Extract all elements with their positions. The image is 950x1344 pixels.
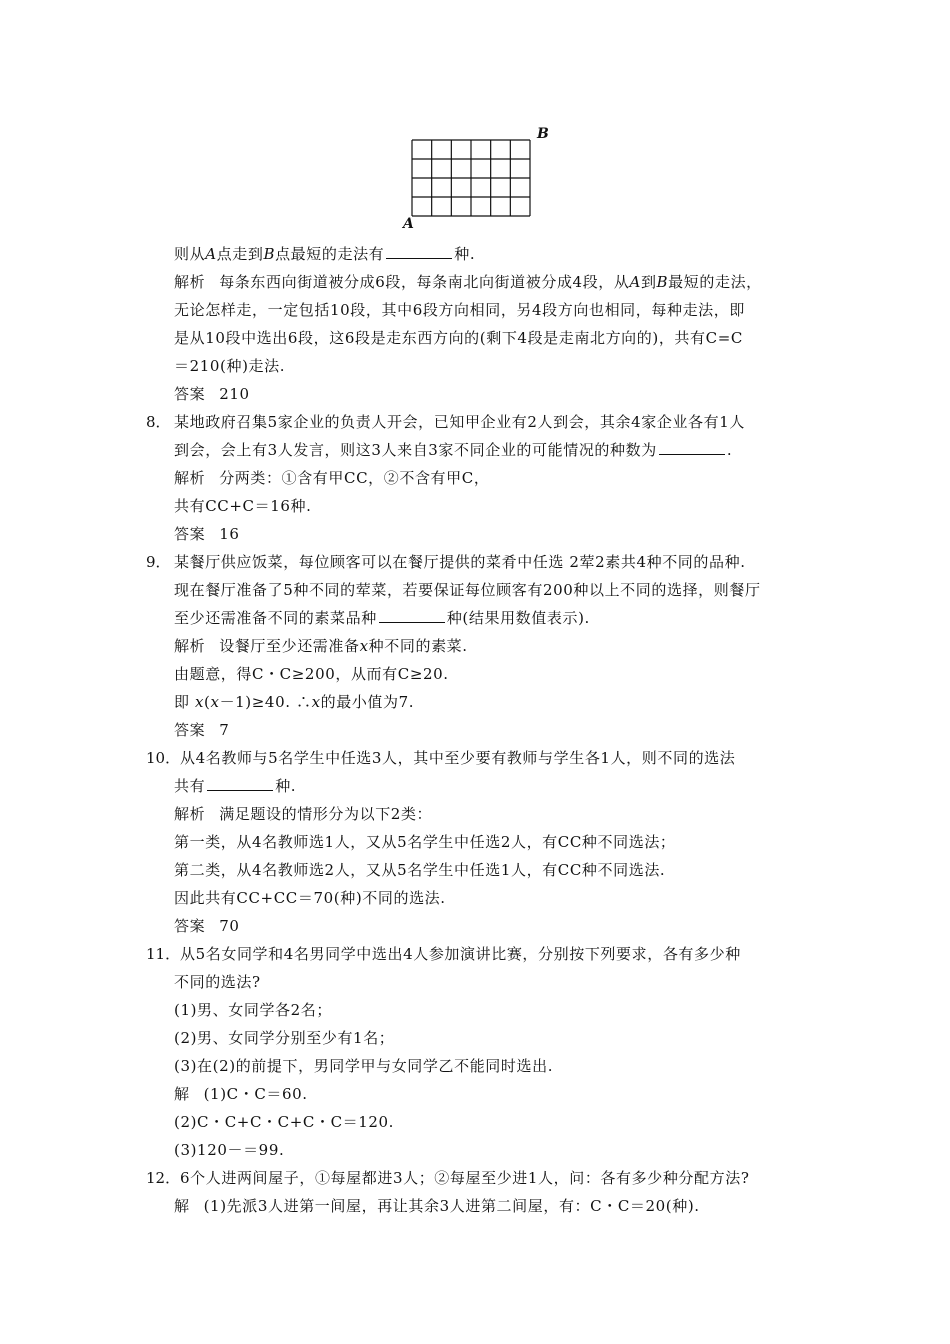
q9-line-1: 某餐厅供应饭菜，每位顾客可以在餐厅提供的菜肴中任选 2荤2素共4种不同的品种.	[174, 553, 746, 571]
q11-line-2: 不同的选法?	[174, 973, 261, 991]
q7-analysis-line-4: ＝210(种)走法.	[174, 357, 286, 375]
q8-number: 8．	[146, 413, 171, 431]
q9-number: 9．	[146, 553, 171, 571]
q11-part-2: (2)男、女同学分别至少有1名；	[174, 1029, 395, 1047]
q12-number: 12．	[146, 1169, 181, 1187]
q9-analysis-line-2: 由题意，得C・C≥200，从而有C≥20.	[174, 665, 449, 683]
q10-number: 10．	[146, 749, 181, 767]
q10-analysis-line-2: 第一类，从4名教师选1人，又从5名学生中任选2人，有CC种不同选法；	[174, 833, 676, 851]
q7-analysis-line-2: 无论怎样走，一定包括10段，其中6段方向相同，另4段方向也相同，每种走法，即	[174, 301, 745, 319]
q9-analysis-line-1: 解析 设餐厅至少还需准备x种不同的素菜.	[174, 637, 468, 655]
q10-answer: 答案 70	[174, 917, 240, 935]
q11-part-3: (3)在(2)的前提下，男同学甲与女同学乙不能同时选出.	[174, 1057, 554, 1075]
answer-blank	[386, 244, 452, 259]
q10-analysis-line-1: 解析 满足题设的情形分为以下2类：	[174, 805, 433, 823]
answer-blank	[207, 776, 273, 791]
grid-label-a: A	[403, 216, 414, 232]
answer-blank	[379, 608, 445, 623]
q11-part-1: (1)男、女同学各2名；	[174, 1001, 332, 1019]
q10-line-2: 共有 种.	[174, 777, 297, 795]
grid-label-b: B	[537, 126, 549, 142]
q10-analysis-line-4: 因此共有CC+CC＝70(种)不同的选法.	[174, 889, 446, 907]
q8-line-2: 到会，会上有3人发言，则这3人来自3家不同企业的可能情况的种数为 .	[174, 441, 733, 459]
q10-line-1: 从4名教师与5名学生中任选3人，其中至少要有教师与学生各1人，则不同的选法	[180, 749, 736, 767]
q8-analysis-line-2: 共有CC+C＝16种.	[174, 497, 312, 515]
q11-number: 11．	[146, 945, 181, 963]
q9-line-3: 至少还需准备不同的素菜品种 种(结果用数值表示).	[174, 609, 590, 627]
q11-solution-3: (3)120－＝99.	[174, 1141, 285, 1159]
q9-answer: 答案 7	[174, 721, 230, 739]
answer-blank	[659, 440, 725, 455]
q8-answer: 答案 16	[174, 525, 240, 543]
street-grid-figure	[398, 124, 558, 236]
q8-analysis-line-1: 解析 分两类：①含有甲CC，②不含有甲C，	[174, 469, 490, 487]
q11-solution-1: 解 (1)C・C＝60.	[174, 1085, 308, 1103]
q7-answer: 答案 210	[174, 385, 250, 403]
q10-analysis-line-3: 第二类，从4名教师选2人，又从5名学生中任选1人，有CC种不同选法.	[174, 861, 666, 879]
q9-analysis-line-3: 即 x(x－1)≥40. ∴x的最小值为7.	[174, 693, 415, 711]
q11-solution-2: (2)C・C+C・C+C・C＝120.	[174, 1113, 395, 1131]
street-grid-diagram	[398, 124, 558, 236]
q7-question-tail: 则从A点走到B点最短的走法有 种.	[174, 245, 476, 263]
q8-line-1: 某地政府召集5家企业的负责人开会，已知甲企业有2人到会，其余4家企业各有1人	[174, 413, 745, 431]
q12-line-1: 6个人进两间屋子，①每屋都进3人；②每屋至少进1人，问：各有多少种分配方法?	[180, 1169, 750, 1187]
q11-line-1: 从5名女同学和4名男同学中选出4人参加演讲比赛，分别按下列要求，各有多少种	[180, 945, 741, 963]
q9-line-2: 现在餐厅准备了5种不同的荤菜，若要保证每位顾客有200种以上不同的选择，则餐厅	[174, 581, 761, 599]
q12-solution-1: 解 (1)先派3人进第一间屋，再让其余3人进第二间屋，有：C・C＝20(种).	[174, 1197, 700, 1215]
q7-analysis-line-1: 解析 每条东西向街道被分成6段，每条南北向街道被分成4段，从A到B最短的走法，	[174, 273, 762, 291]
q7-analysis-line-3: 是从10段中选出6段，这6段是走东西方向的(剩下4段是走南北方向的)，共有C=C	[174, 329, 743, 347]
